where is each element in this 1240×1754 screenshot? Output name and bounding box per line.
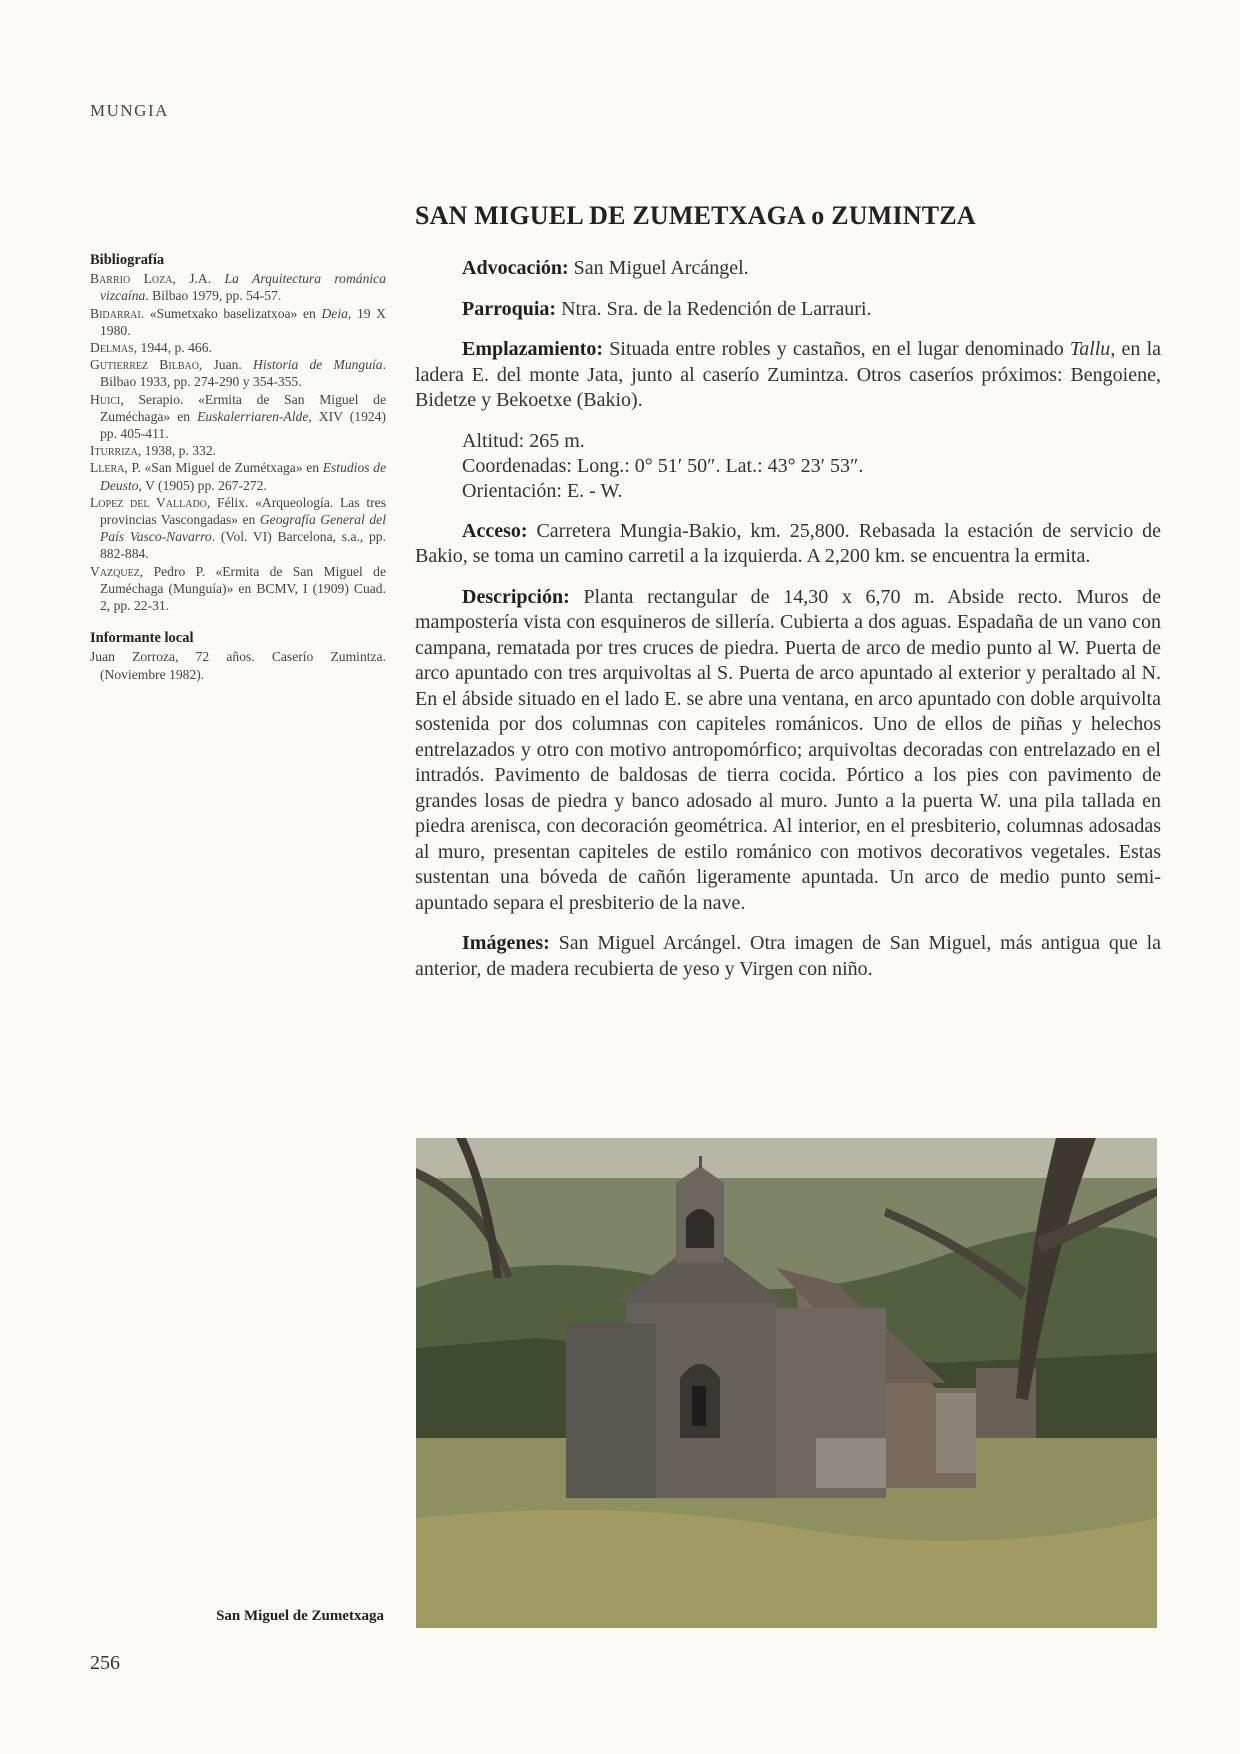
bibliography-work-title: Euskalerriaren-Alde bbox=[197, 408, 309, 424]
bibliography-work-title: Geografía General del País Vasco-Navarro bbox=[100, 512, 386, 545]
bibliography-author: Delmas, bbox=[90, 340, 138, 356]
bibliography-entry bbox=[90, 563, 386, 615]
descripcion-paragraph bbox=[415, 585, 1161, 917]
altitud-line: Altitud: 265 m. bbox=[462, 429, 585, 452]
hermitage-photo bbox=[416, 1138, 1157, 1628]
bibliography-author: Barrio Loza, J.A. bbox=[90, 271, 212, 287]
emplazamiento-text-b: , en la ladera E. del monte Jata, junto al caserío Zumintza. Otros caseríos próximos: Bengoiene, Bidetze y Bekoetxe (Bakio). bbox=[415, 338, 1162, 411]
bibliography-list bbox=[90, 270, 386, 614]
bibliography-detail bbox=[211, 271, 224, 286]
bibliography-entry bbox=[90, 459, 386, 493]
emplazamiento-place-name: Tallu bbox=[1069, 338, 1111, 360]
bibliography-entry bbox=[90, 356, 386, 390]
bibliography-entry bbox=[90, 270, 386, 304]
advocacion-paragraph bbox=[415, 256, 1161, 282]
bibliography-author: Iturriza, bbox=[90, 443, 142, 459]
bibliography-entry bbox=[90, 305, 386, 339]
bibliography-publication: BCMV, I (1909) Cuad. 2, pp. 22-31. bbox=[100, 580, 386, 614]
acceso-paragraph bbox=[415, 519, 1161, 570]
imagenes-paragraph bbox=[415, 931, 1161, 982]
bibliography-detail: «Sumetxako baselizatxoa» en bbox=[144, 305, 322, 321]
bibliography-publication: , 19 X 1980. bbox=[100, 305, 386, 338]
bibliography-publication: . (Vol. VI) Barcelona, s.a., pp. 882-884. bbox=[100, 529, 386, 562]
bibliography-publication: 1938, p. 332. bbox=[144, 443, 217, 459]
acceso-label: Acceso: bbox=[462, 519, 528, 542]
bibliography-detail: Juan. bbox=[202, 357, 254, 373]
bibliography-author: Lopez del Vallado, bbox=[90, 494, 211, 510]
bibliography-publication: , XIV (1924) pp. 405-411. bbox=[100, 408, 386, 442]
bibliography-detail: Serapio. «Ermita de San Miguel de Zuméchaga» en bbox=[100, 391, 386, 424]
bibliography-publication: , V (1905) pp. 267-272. bbox=[138, 477, 267, 493]
advocacion-label: Advocación: bbox=[462, 257, 569, 279]
sidebar bbox=[90, 252, 386, 683]
bibliography-work-title: Historia de Munguía bbox=[253, 357, 383, 373]
emplazamiento-paragraph bbox=[415, 337, 1161, 414]
bibliography-entry bbox=[90, 494, 386, 563]
emplazamiento-label: Emplazamiento: bbox=[462, 338, 604, 360]
bibliography-entry bbox=[90, 391, 386, 443]
informant-entry: Juan Zorroza, 72 años. Caserío Zumintza. (Noviembre 1982). bbox=[90, 649, 386, 682]
emplazamiento-text-a: Situada entre robles y castaños, en el lugar denominado bbox=[609, 338, 1070, 360]
acceso-value: Carretera Mungia-Bakio, km. 25,800. Rebasada la estación de servicio de Bakio, se toma un camino carretil a la izquierda. A 2,200 km. se encuentra la ermita. bbox=[415, 519, 1161, 567]
hermitage-photo-illustration bbox=[416, 1138, 1157, 1628]
coordenadas-line: Coordenadas: Long.: 0° 51′ 50″. Lat.: 43° 23′ 53″. bbox=[462, 454, 864, 477]
bibliography-author: Bidarrai. bbox=[90, 305, 145, 321]
parroquia-label: Parroquia: bbox=[462, 297, 557, 320]
bibliography-publication: 1944, p. 466. bbox=[140, 340, 212, 356]
page-number: 256 bbox=[90, 1652, 120, 1674]
descripcion-label: Descripción: bbox=[462, 585, 570, 608]
bibliography-detail: Félix. «Arqueología. Las tres provincias Vascongadas» en bbox=[100, 494, 386, 528]
bibliography-work-title: Estudios de Deusto bbox=[100, 460, 386, 493]
parroquia-paragraph bbox=[415, 297, 1161, 323]
bibliography-author: Vazquez, bbox=[90, 563, 144, 579]
bibliography-detail: Pedro P. «Ermita de San Miguel de Zuméchaga (Munguía)» en bbox=[100, 563, 386, 596]
orientacion-line: Orientación: E. - W. bbox=[462, 479, 623, 502]
photo-caption: San Miguel de Zumetxaga bbox=[216, 1608, 384, 1624]
bibliography-entry bbox=[90, 442, 386, 459]
parroquia-value: Ntra. Sra. de la Redención de Larrauri. bbox=[561, 297, 872, 320]
bibliography-work-title: Deia bbox=[321, 305, 348, 321]
location-data bbox=[415, 429, 1161, 504]
imagenes-label: Imágenes: bbox=[462, 932, 550, 954]
imagenes-value: San Miguel Arcángel. Otra imagen de San Miguel, más antigua que la anterior, de madera recubierta de yeso y Virgen con niño. bbox=[415, 932, 1161, 980]
bibliography-author: Llera, bbox=[90, 460, 128, 476]
page-title: SAN MIGUEL DE ZUMETXAGA o ZUMINTZA bbox=[415, 201, 976, 230]
bibliography-heading: Bibliografía bbox=[90, 252, 165, 268]
bibliography-entry bbox=[90, 339, 386, 356]
running-head: MUNGIA bbox=[90, 101, 169, 120]
bibliography-author: Huici, bbox=[90, 391, 124, 407]
bibliography-publication: . Bilbao 1933, pp. 274-290 y 354-355. bbox=[100, 357, 386, 390]
bibliography-author: Gutierrez Bilbao, bbox=[90, 357, 203, 373]
bibliography-detail: P. «San Miguel de Zumétxaga» en bbox=[127, 460, 323, 476]
bibliography-work-title: La Arquitectura románica vizcaína bbox=[100, 271, 386, 304]
advocacion-value: San Miguel Arcángel. bbox=[573, 257, 749, 279]
informant-heading: Informante local bbox=[90, 630, 194, 647]
bibliography-publication: . Bilbao 1979, pp. 54-57. bbox=[145, 288, 282, 304]
main-text bbox=[415, 256, 1161, 997]
descripcion-value: Planta rectangular de 14,30 x 6,70 m. Abside recto. Muros de mampostería vista con esquineros de sillería. Cubierta a dos aguas. Espadaña de un vano con campana, rematada por tres cruces de piedra. Puerta de arco de medio punto al W. Puerta de arco apuntado con tres arquivoltas al S. Puerta de arco apuntado al exterior y peraltado al N. En el ábside situado en el lado E. se abre una ventana, en arco apuntado con doble arquivolta sostenida por dos columnas con capiteles románicos. Uno de ellos de piñas y helechos entrelazados y otro con motivo antropomórfico; arquivoltas decoradas con entrelazado en el intradós. Pavimento de baldosas de tierra cocida. Pórtico a los pies con pavimento de grandes losas de piedra y banco adosado al muro. Junto a la puerta W. una pila tallada en piedra arenisca, con decoración geométrica. Al interior, en el presbiterio, columnas adosadas al muro, presentan capiteles de estilo románico con motivos decorativos vegetales. Estas sustentan una bóveda de cañón ligeramente apuntada. Un arco de medio punto semi-apuntado separa el presbiterio de la nave. bbox=[415, 585, 1162, 914]
